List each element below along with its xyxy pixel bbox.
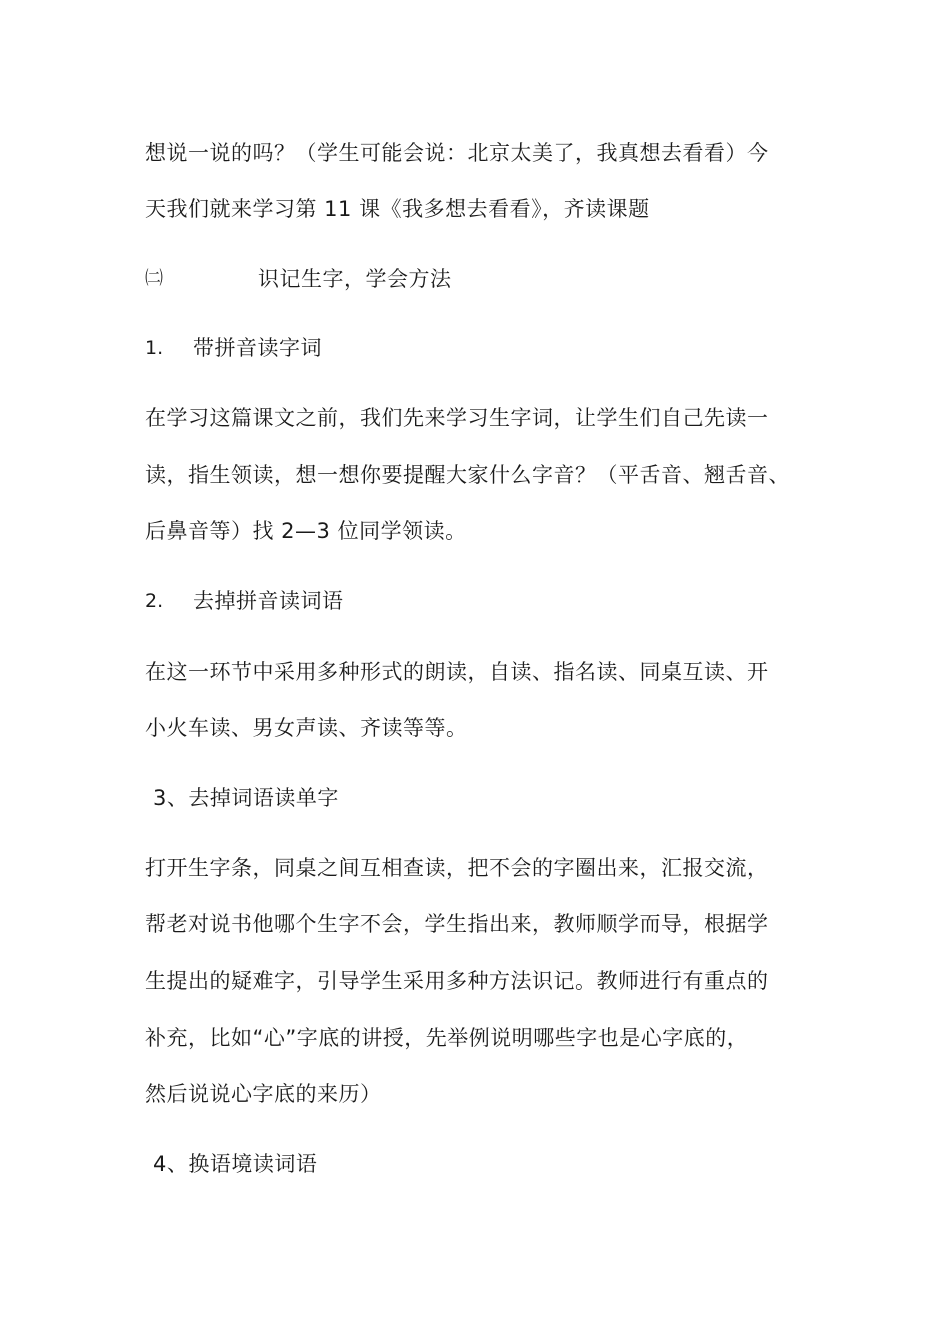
- step-1-para-line-1: 在学习这篇课文之前，我们先来学习生字词，让学生们自己先读一: [145, 406, 769, 430]
- step-3-para-line-3: 生提出的疑难字，引导学生采用多种方法识记。教师进行有重点的: [145, 969, 769, 993]
- step-2-title: 去掉拼音读词语: [193, 589, 344, 613]
- intro-line-2: 天我们就来学习第 11 课《我多想去看看》，齐读课题: [145, 197, 650, 221]
- step-1-title: 带拼音读字词: [193, 336, 322, 360]
- step-1-para-line-3: 后鼻音等）找 2—3 位同学领读。: [145, 519, 467, 543]
- intro-line-1: 想说一说的吗？（学生可能会说：北京太美了，我真想去看看）今: [145, 141, 769, 165]
- step-3-para-line-1: 打开生字条，同桌之间互相查读，把不会的字圈出来，汇报交流，: [145, 856, 769, 880]
- step-4-title: 4、换语境读词语: [153, 1152, 318, 1176]
- step-3-para-line-5: 然后说说心字底的来历）: [145, 1082, 382, 1106]
- step-2-number: 2.: [145, 590, 164, 612]
- section-marker: ㈡: [145, 268, 163, 289]
- step-1-number: 1.: [145, 337, 164, 359]
- step-1-para-line-2: 读，指生领读，想一想你要提醒大家什么字音？（平舌音、翘舌音、: [145, 463, 790, 487]
- step-3-para-line-2: 帮老对说书他哪个生字不会，学生指出来，教师顺学而导，根据学: [145, 912, 769, 936]
- step-3-title: 3、去掉词语读单字: [153, 786, 339, 810]
- step-2-para-line-1: 在这一环节中采用多种形式的朗读，自读、指名读、同桌互读、开: [145, 660, 769, 684]
- step-3-para-line-4: 补充，比如“心”字底的讲授，先举例说明哪些字也是心字底的，: [145, 1026, 749, 1050]
- step-2-para-line-2: 小火车读、男女声读、齐读等等。: [145, 716, 468, 740]
- section-title: 识记生字，学会方法: [258, 267, 452, 291]
